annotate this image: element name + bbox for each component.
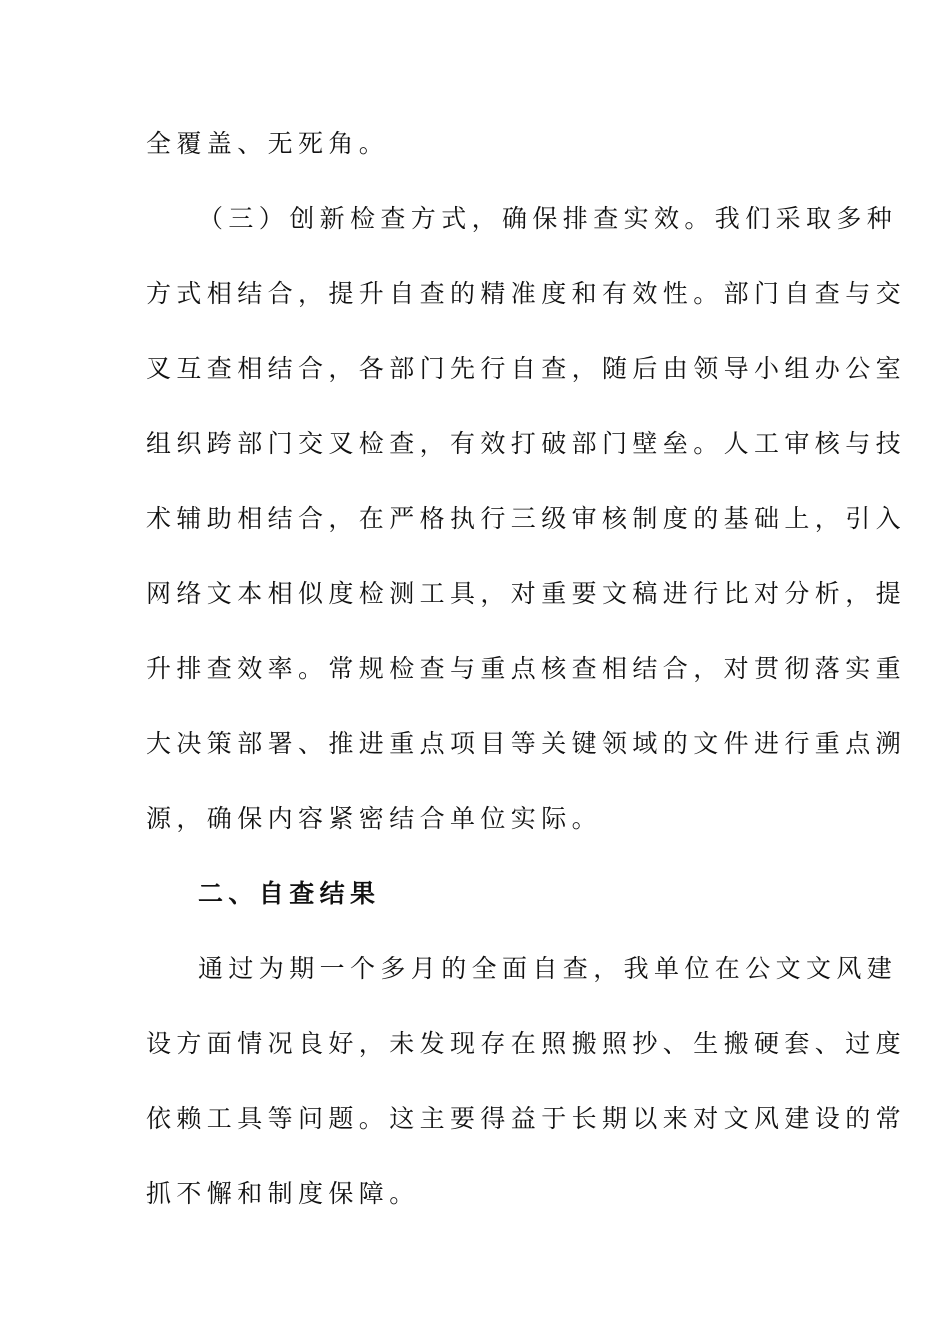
- paragraph-line: 抓不懈和制度保障。: [146, 1179, 420, 1208]
- paragraph-line: 通过为期一个多月的全面自查，我单位在公文文风建: [198, 954, 898, 983]
- paragraph-line: 大决策部署、推进重点项目等关键领域的文件进行重点溯: [146, 729, 907, 758]
- paragraph-line: 叉互查相结合，各部门先行自查，随后由领导小组办公室: [146, 354, 907, 383]
- paragraph-line: （三）创新检查方式，确保排查实效。我们采取多种: [198, 204, 898, 233]
- paragraph-line: 组织跨部门交叉检查，有效打破部门壁垒。人工审核与技: [146, 429, 907, 458]
- paragraph-line: 设方面情况良好，未发现存在照搬照抄、生搬硬套、过度: [146, 1029, 907, 1058]
- section-heading: 二、自查结果: [198, 879, 381, 908]
- paragraph-line: 术辅助相结合，在严格执行三级审核制度的基础上，引入: [146, 504, 907, 533]
- paragraph-line: 方式相结合，提升自查的精准度和有效性。部门自查与交: [146, 279, 907, 308]
- paragraph-line: 源，确保内容紧密结合单位实际。: [146, 804, 603, 833]
- paragraph-line: 网络文本相似度检测工具，对重要文稿进行比对分析，提: [146, 579, 907, 608]
- paragraph-line: 升排查效率。常规检查与重点核查相结合，对贯彻落实重: [146, 654, 907, 683]
- paragraph-line: 全覆盖、无死角。: [146, 129, 390, 158]
- paragraph-line: 依赖工具等问题。这主要得益于长期以来对文风建设的常: [146, 1104, 907, 1133]
